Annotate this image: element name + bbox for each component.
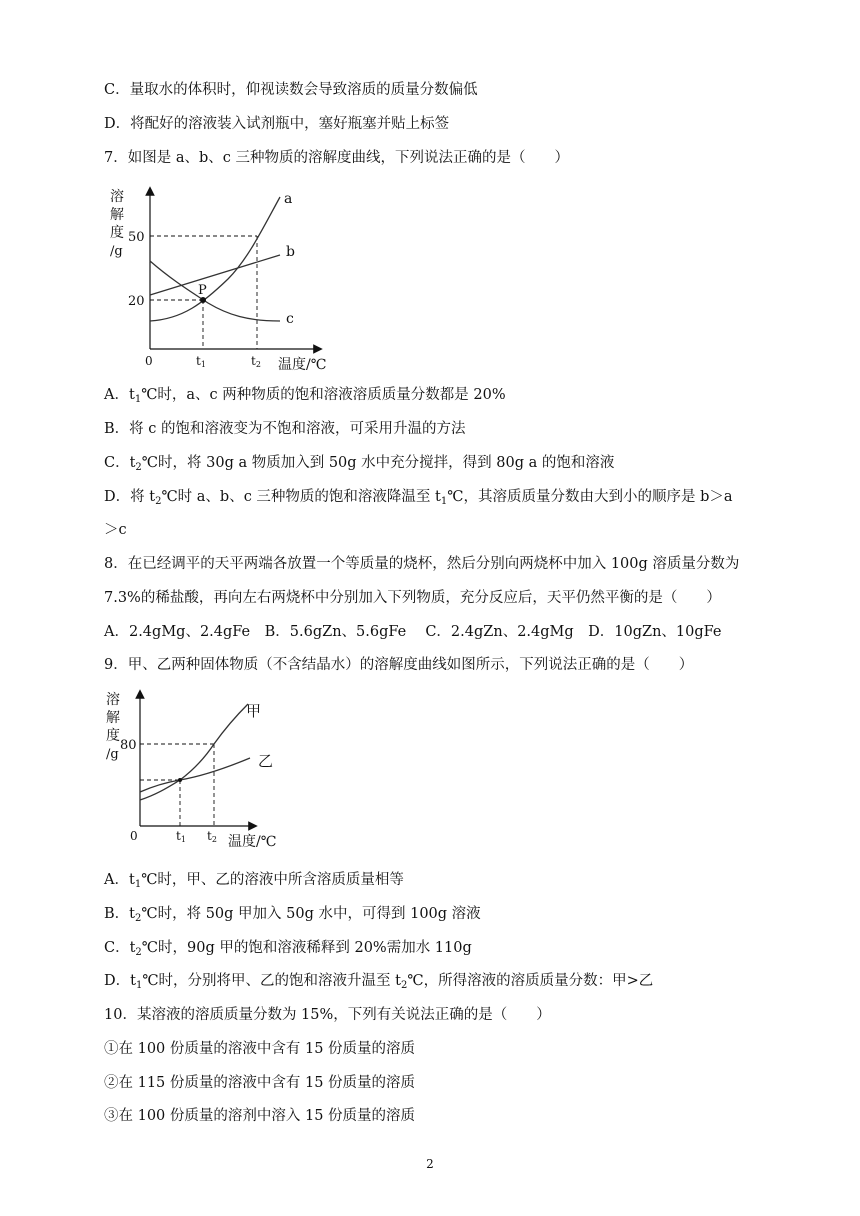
q8-stem-2: 7.3%的稀盐酸，再向左右两烧杯中分别加入下列物质，充分反应后，天平仍然平衡的是（ ）: [104, 590, 721, 606]
origin-label: 0: [130, 829, 138, 843]
q8-options: A．2.4gMg、2.4gFe B．5.6gZn、5.6gFe C．2.4gZn、2.4gMg D．10gZn、10gFe: [104, 624, 722, 640]
q9-option-c: C．$t_2℃$时，90g 甲的饱和溶液稀释到 20%需加水 110g: [104, 940, 472, 958]
q10-stem: 10．某溶液的溶质质量分数为 15%，下列有关说法正确的是（ ）: [104, 1007, 551, 1023]
page-number: 2: [426, 1157, 434, 1171]
y-tick-80: 80: [120, 738, 137, 753]
q7-option-d: D．将 $t_2℃$时 a、b、c 三种物质的饱和溶液降温至 $t_1℃$，其溶质质量分数由大到小的顺序是 b＞a: [104, 489, 733, 507]
x-axis-label: 温度/℃: [228, 834, 277, 850]
q9-option-d: D．$t_1℃$时，分别将甲、乙的饱和溶液升温至 $t_2℃$，所得溶液的溶质质量分数：甲>乙: [104, 973, 654, 991]
q10-statement-2: ②在 115 份质量的溶液中含有 15 份质量的溶质: [104, 1075, 416, 1091]
curve-b: [150, 255, 280, 295]
curve-label-jia: 甲: [246, 702, 262, 720]
curve-label-c: c: [286, 311, 294, 327]
x-tick-t1: t1: [196, 354, 206, 369]
q7-option-d-cont: ＞c: [104, 522, 127, 538]
q10-statement-1: ①在 100 份质量的溶液中含有 15 份质量的溶质: [104, 1041, 416, 1057]
y-axis-label-4: /g: [110, 244, 123, 259]
x-tick-t2: t2: [207, 829, 217, 844]
solubility-curve-figure-1: [108, 183, 338, 378]
q9-option-a: A．$t_1℃$时，甲、乙的溶液中所含溶质质量相等: [104, 872, 404, 890]
q7-stem: 7．如图是 a、b、c 三种物质的溶解度曲线，下列说法正确的是（ ）: [104, 150, 569, 166]
y-axis-label-1: 溶: [110, 189, 124, 205]
q9-option-b: B．$t_2℃$时，将 50g 甲加入 50g 水中，可得到 100g 溶液: [104, 906, 481, 924]
y-axis-label-4: /g: [106, 747, 119, 762]
q10-statement-3: ③在 100 份质量的溶剂中溶入 15 份质量的溶质: [104, 1108, 416, 1124]
point-label-p: P: [198, 283, 207, 298]
curve-label-b: b: [286, 244, 295, 260]
curve-a: [150, 197, 280, 321]
q6-option-c: C．量取水的体积时，仰视读数会导致溶质的质量分数偏低: [104, 82, 478, 98]
y-axis-label-1: 溶: [106, 692, 120, 708]
curve-yi: [140, 758, 250, 792]
x-axis-label: 温度/℃: [278, 357, 327, 373]
origin-label: 0: [145, 354, 153, 368]
curve-label-yi: 乙: [258, 752, 274, 770]
q7-option-b: B．将 c 的饱和溶液变为不饱和溶液，可采用升温的方法: [104, 421, 466, 437]
y-tick-50: 50: [128, 230, 145, 245]
q8-stem-1: 8．在已经调平的天平两端各放置一个等质量的烧杯，然后分别向两烧杯中加入 100g 溶质量分数为: [104, 556, 740, 572]
q6-option-d: D．将配好的溶液装入试剂瓶中，塞好瓶塞并贴上标签: [104, 116, 450, 132]
q9-stem: 9．甲、乙两种固体物质（不含结晶水）的溶解度曲线如图所示，下列说法正确的是（ ）: [104, 657, 694, 673]
y-axis-label-3: 度: [106, 728, 120, 744]
curve-label-a: a: [284, 191, 293, 207]
x-tick-t1: t1: [176, 829, 186, 844]
q7-option-a: A．$t_1℃$时，a、c 两种物质的饱和溶液溶质质量分数都是 20%: [104, 387, 506, 405]
x-tick-t2: t2: [251, 354, 261, 369]
y-axis-label-3: 度: [110, 225, 124, 241]
y-tick-20: 20: [128, 294, 145, 309]
y-axis-label-2: 解: [110, 207, 124, 223]
y-axis-label-2: 解: [106, 710, 120, 726]
q7-option-c: C．$t_2℃$时，将 30g a 物质加入到 50g 水中充分搅拌，得到 80g a 的饱和溶液: [104, 455, 615, 473]
solubility-curve-figure-2: [108, 688, 288, 856]
